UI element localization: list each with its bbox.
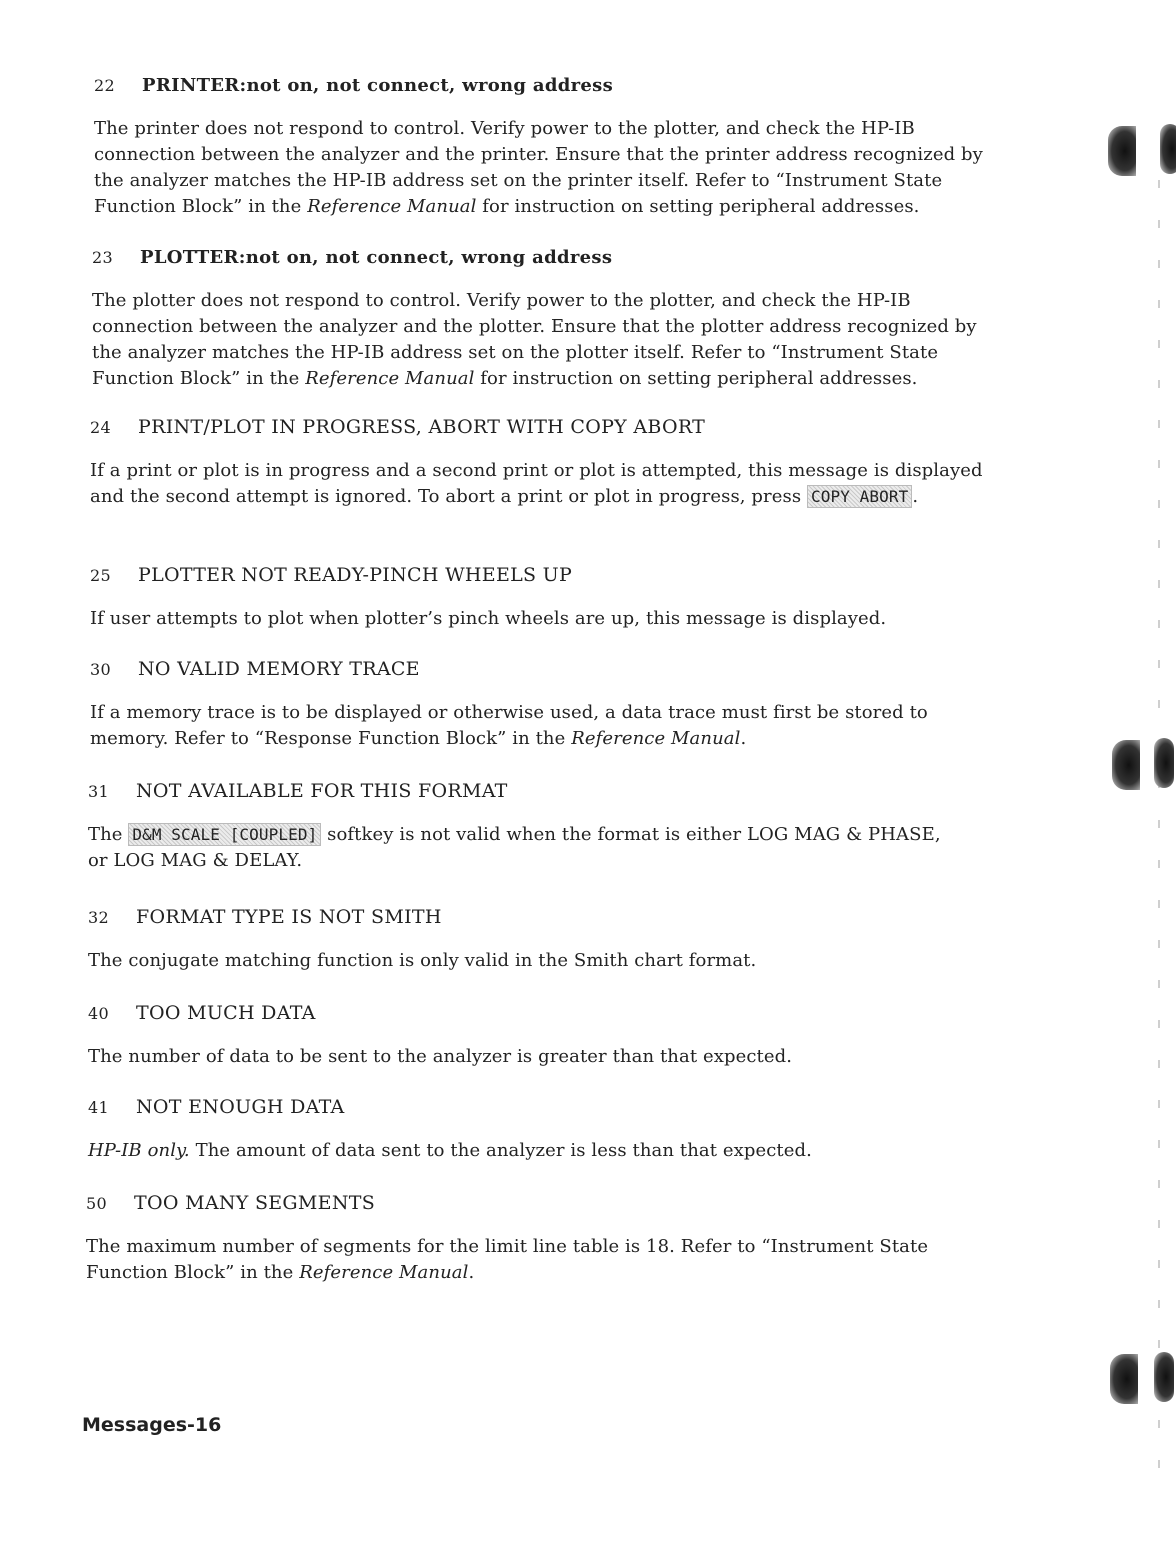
description-text: The amount of data sent to the analyzer is less than that expected. <box>189 1140 812 1161</box>
manual-reference: Reference Manual <box>305 368 475 389</box>
message-description <box>88 822 948 874</box>
hpib-only-note: HP-IB only. <box>88 1140 190 1161</box>
message-heading <box>94 74 1014 96</box>
message-50 <box>86 1192 1006 1286</box>
binder-hole-bottom-edge <box>1154 1352 1174 1402</box>
message-title: NO VALID MEMORY TRACE <box>138 658 420 680</box>
message-40 <box>88 1002 1008 1070</box>
manual-reference: Reference Manual <box>307 196 477 217</box>
message-number: 50 <box>86 1194 107 1213</box>
description-text-end: for instruction on setting peripheral addresses. <box>474 368 918 389</box>
message-title: NOT ENOUGH DATA <box>136 1096 345 1118</box>
message-title: NOT AVAILABLE FOR THIS FORMAT <box>136 780 508 802</box>
message-31 <box>88 780 1008 874</box>
message-number: 24 <box>90 418 111 437</box>
binder-hole-middle <box>1112 740 1140 790</box>
description-text-end: . <box>468 1262 475 1283</box>
message-heading <box>88 1096 1008 1118</box>
description-text: The plotter does not respond to control. Verify power to the plotter, and check the HP-IB connection between the analyzer and the plotter. Ensure that the plotter address recognized by the analyzer matches the HP-IB address set on the plotter itself. Refer to “Instrument State Function Block” in the <box>92 290 977 389</box>
message-title: PRINT/PLOT IN PROGRESS, ABORT WITH COPY ABORT <box>138 416 706 438</box>
message-heading <box>86 1192 1006 1214</box>
message-number: 32 <box>88 908 109 927</box>
message-title: TOO MUCH DATA <box>136 1002 316 1024</box>
message-heading <box>90 658 1010 680</box>
message-description <box>94 116 1014 220</box>
description-text-end: . <box>740 728 747 749</box>
message-number: 31 <box>88 782 109 801</box>
message-23 <box>92 246 1012 392</box>
description-text-end: . <box>912 486 919 507</box>
binder-hole-top <box>1108 126 1136 176</box>
description-text-end: for instruction on setting peripheral addresses. <box>476 196 920 217</box>
message-number: 30 <box>90 660 111 679</box>
message-22 <box>94 74 1014 220</box>
copy-abort-key: COPY ABORT <box>807 485 912 508</box>
message-description: The conjugate matching function is only valid in the Smith chart format. <box>88 950 757 971</box>
message-41 <box>88 1096 1008 1164</box>
manual-reference: Reference Manual <box>571 728 741 749</box>
message-30 <box>90 658 1010 752</box>
description-text: If a memory trace is to be displayed or otherwise used, a data trace must first be stored to memory. Refer to “Response Function Block” in the <box>90 702 928 749</box>
description-text: The maximum number of segments for the limit line table is 18. Refer to “Instrument State Function Block” in the <box>86 1236 929 1283</box>
page-margin-mark <box>1158 180 1160 1480</box>
description-text: If a print or plot is in progress and a second print or plot is attempted, this message is displayed and the second attempt is ignored. To abort a print or plot in progress, press <box>90 460 983 507</box>
message-title: FORMAT TYPE IS NOT SMITH <box>136 906 442 928</box>
message-32 <box>88 906 1008 974</box>
message-description <box>86 1234 976 1286</box>
message-25 <box>90 564 1010 632</box>
message-description: The number of data to be sent to the analyzer is greater than that expected. <box>88 1046 793 1067</box>
message-number: 41 <box>88 1098 109 1117</box>
description-text-start: The <box>88 824 129 845</box>
message-heading <box>88 780 1008 802</box>
message-number: 23 <box>92 248 113 267</box>
message-description <box>92 288 1012 392</box>
message-number: 40 <box>88 1004 109 1023</box>
page-footer: Messages-16 <box>82 1414 222 1436</box>
message-description <box>88 1138 1008 1164</box>
message-title: PLOTTER:not on, not connect, wrong address <box>140 247 613 268</box>
scale-coupled-softkey: D&M SCALE [COUPLED] <box>128 823 321 846</box>
message-heading <box>90 416 1010 438</box>
binder-hole-middle-edge <box>1154 738 1174 788</box>
message-number: 25 <box>90 566 111 585</box>
description-text-end: softkey is not valid when the format is either LOG MAG & PHASE, or LOG MAG & DELAY. <box>88 824 941 871</box>
binder-hole-top-edge <box>1160 124 1176 174</box>
message-heading <box>88 1002 1008 1024</box>
message-title: TOO MANY SEGMENTS <box>134 1192 376 1214</box>
message-heading <box>88 906 1008 928</box>
message-title: PRINTER:not on, not connect, wrong address <box>142 75 614 96</box>
message-description: If user attempts to plot when plotter’s pinch wheels are up, this message is displayed. <box>90 608 887 629</box>
message-heading <box>92 246 1012 268</box>
binder-hole-bottom <box>1110 1354 1138 1404</box>
message-heading <box>90 564 1010 586</box>
manual-reference: Reference Manual <box>299 1262 469 1283</box>
message-description <box>90 700 1010 752</box>
message-title: PLOTTER NOT READY-PINCH WHEELS UP <box>138 564 573 586</box>
message-24 <box>90 416 1010 510</box>
message-number: 22 <box>94 76 115 95</box>
description-text: The printer does not respond to control. Verify power to the plotter, and check the HP-IB connection between the analyzer and the printer. Ensure that the printer address recognized by the analyzer matches the HP-IB address set on the printer itself. Refer to “Instrument State Function Block” in the <box>94 118 983 217</box>
message-description <box>90 458 1010 510</box>
